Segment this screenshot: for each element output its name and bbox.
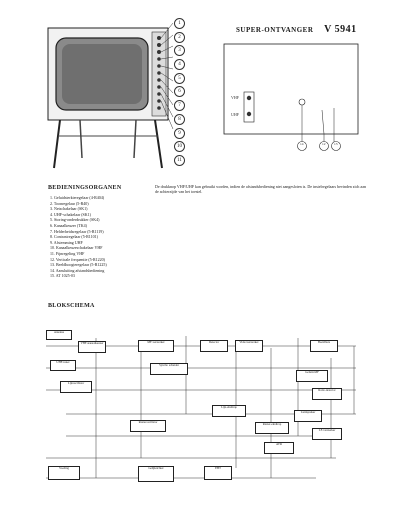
callout-column (174, 18, 188, 166)
callout-3: 3 (174, 45, 185, 56)
block-picture-tube: Beeldbuis (310, 340, 338, 352)
control-item: 4. UHF-schakelaar (SK1) (50, 211, 91, 217)
control-item: 8. Contrastregelaar (5-R1101) (50, 234, 98, 240)
diagram-heading: BLOKSCHEMA (48, 303, 95, 309)
control-item: 10. Kanaalkeuzeschakelaar VHF (50, 245, 103, 251)
tv-illustration (40, 18, 235, 173)
control-item: 12. Verticale frequentie (5-R1220) (50, 256, 106, 262)
block-speaker: Luidspreker (294, 410, 322, 422)
block-if-amp: MF-versterker (138, 340, 174, 352)
control-item: 5. Storing-onderdrukker (SK4) (50, 217, 100, 223)
callout-14: 14 (300, 142, 304, 146)
callout-13: 13 (334, 142, 338, 146)
controls-note: De drukknop VHF/UHF kan gebruikt worden, indien de afstandsbediening niet aangesloten is. De instelregelaars bevinden zich aan de achterzijde van het toestel. (155, 184, 366, 194)
callout-12: 12 (322, 142, 326, 146)
block-line-output: Lijn-eindtrap (212, 405, 246, 417)
callout-9: 9 (174, 128, 185, 139)
control-item: 11. Fijnregeling VHF (50, 250, 85, 256)
block-af-amp: LF-versterker (312, 428, 342, 440)
block-detector: Detector (200, 340, 228, 352)
callout-1: 1 (174, 18, 185, 29)
callout-10: 10 (174, 141, 185, 152)
control-item: 1. Geluidsterkteregelaar (4-R404) (50, 195, 105, 200)
rear-panel-drawing (222, 42, 362, 154)
vhf-label: VHF (231, 95, 240, 100)
block-video-amp: Videoversterker (235, 340, 263, 352)
block-ratio-det: Ratio-detector (312, 388, 342, 400)
callout-5: 5 (174, 73, 185, 84)
controls-heading: BEDIENINGSORGANEN (48, 185, 122, 191)
block-field-osc: Rasteroscillator (130, 420, 166, 432)
control-item: 9. Afstemming UHF (50, 239, 83, 245)
controls-list (50, 195, 107, 279)
block-field-output: Raster-eindtrap (255, 422, 289, 434)
model-number: V 5941 (324, 24, 357, 35)
block-sound-if: Geluid-MF (296, 370, 328, 382)
control-item: 3. Netschakelaar (SK1) (50, 206, 88, 212)
control-item: 2. Toonregelaar (5-R40) (50, 200, 89, 206)
block-agc: AVR (264, 442, 294, 454)
title-text: SUPER-ONTVANGER (236, 26, 314, 34)
control-item: 14. Aansluiting afstandsbediening (50, 267, 105, 273)
uhf-label: UHF (231, 112, 240, 117)
callout-6: 6 (174, 86, 185, 97)
block-uhf-tuner: UHF-tuner (50, 360, 76, 371)
callout-8: 8 (174, 114, 185, 125)
block-line-osc: Lijnoscillator (60, 381, 92, 393)
block-vhf-tuner: VHF-kanaalkeuzer (78, 341, 106, 353)
control-item: 13. Beeldhoogteregelaar (5-R1225) (50, 262, 107, 268)
control-item: 7. Helderheidsregelaar (5-R1119) (50, 228, 104, 234)
block-power: Voeding (48, 466, 80, 480)
callout-11: 11 (174, 155, 185, 166)
page-title (236, 24, 357, 35)
callout-4: 4 (174, 59, 185, 70)
control-item: 6. Kanaalkeuzer (TK4) (50, 222, 87, 228)
block-sync-sep: Synchr. scheider (150, 363, 188, 375)
block-antenna: Antenne (46, 330, 72, 340)
callout-2: 2 (174, 32, 185, 43)
block-eht: EHT (204, 466, 232, 480)
control-item: 15. AT 1025-03 (50, 273, 75, 279)
callout-7: 7 (174, 100, 185, 111)
block-rectifier: Gelijkrichter (138, 466, 174, 482)
